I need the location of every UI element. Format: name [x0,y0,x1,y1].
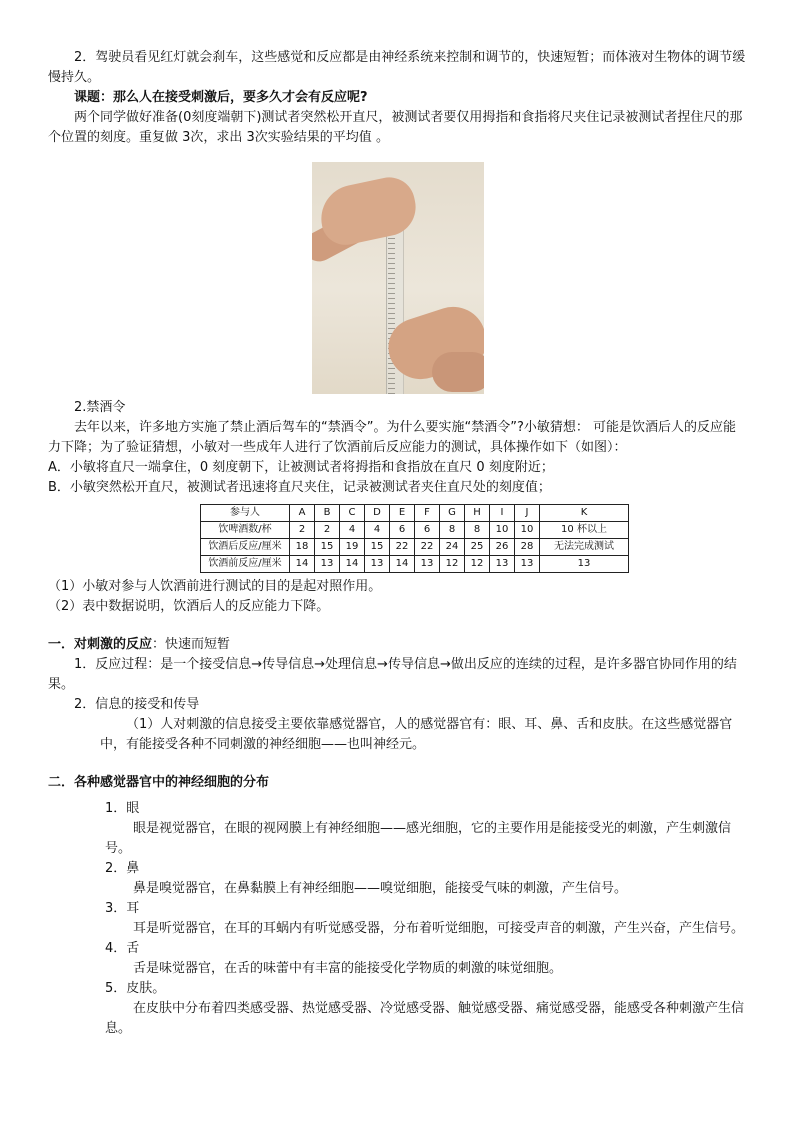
organ-skin-heading: 5．皮肤。 [105,981,166,996]
table-cell: 饮酒后反应/厘米 [201,539,290,556]
table-cell: 28 [515,539,540,556]
table-cell: 2 [290,522,315,539]
table-cell: 无法完成测试 [540,539,629,556]
organ-nose-heading: 2．鼻 [105,861,140,876]
table-cell: 13 [365,556,390,573]
table-cell: 10 杯以上 [540,522,629,539]
table-cell: 19 [340,539,365,556]
table-cell: 6 [415,522,440,539]
page [48,48,748,1039]
table-cell: 26 [490,539,515,556]
table-cell: 12 [465,556,490,573]
section-2-title: 二．各种感觉器官中的神经细胞的分布 [48,775,270,790]
table-cell: 15 [315,539,340,556]
answer-2: （2）表中数据说明，饮酒后人的反应能力下降。 [48,599,330,614]
paragraph-ban: 去年以来，许多地方实施了禁止酒后驾车的“禁酒令”。为什么要实施“禁酒令”?小敏猜想： 可能是饮酒后人的反应能力下降；为了验证猜想，小敏对一些成年人进行了饮酒前后反应能力的测试，具体操作如下（如图）： [48,420,736,455]
lower-hand-wrist [432,352,484,392]
organ-eye-heading: 1．眼 [105,801,140,816]
table-header-cell: 参与人 [201,505,290,522]
table-header-cell: F [415,505,440,522]
upper-hand [315,173,421,250]
table-header-cell: C [340,505,365,522]
table-cell: 13 [490,556,515,573]
table-header-cell: K [540,505,629,522]
table-row [201,522,629,539]
step-b: B．小敏突然松开直尺，被测试者迅速将直尺夹住，记录被测试者夹住直尺处的刻度值； [48,480,551,495]
table-cell: 10 [515,522,540,539]
table-cell: 12 [440,556,465,573]
photo-container [48,162,748,394]
table-cell: 22 [415,539,440,556]
paragraph-ruler-test: 两个同学做好准备(0刻度端朝下)测试者突然松开直尺，被测试者要仅用拇指和食指将尺夹住记录被测试者捏住尺的那个位置的刻度。重复做 3次，求出 3次实验结果的平均值 。 [48,110,743,145]
section-1-suffix: ：快速而短暂 [152,637,231,652]
table-cell: 8 [465,522,490,539]
section-1-title-text: 一．对刺激的反应 [48,637,153,652]
step-a: A．小敏将直尺一端拿住，0 刻度朝下，让被测试者将拇指和食指放在直尺 0 刻度附近； [48,460,554,475]
table-header-cell: E [390,505,415,522]
organ-tongue-body: 舌是味觉器官，在舌的味蕾中有丰富的能接受化学物质的刺激的味觉细胞。 [133,961,563,976]
table-row [201,556,629,573]
table-cell: 6 [390,522,415,539]
table-cell: 18 [290,539,315,556]
table-header-cell: B [315,505,340,522]
table-header-cell: I [490,505,515,522]
table-cell: 14 [390,556,415,573]
table-cell: 13 [540,556,629,573]
table-header-cell: H [465,505,490,522]
organ-ear-body: 耳是听觉器官，在耳的耳蜗内有听觉感受器，分布着听觉细胞，可接受声音的刺激，产生兴奋，产生信号。 [133,921,745,936]
table-cell: 13 [315,556,340,573]
reaction-process: 1．反应过程：是一个接受信息→传导信息→处理信息→传导信息→做出反应的连续的过程，是许多器官协同作用的结果。 [48,657,737,692]
topic-heading: 课题：那么人在接受刺激后，要多久才会有反应呢? [74,90,368,105]
info-reception-heading: 2．信息的接受和传导 [74,697,200,712]
reaction-table [200,504,629,573]
organ-ear-heading: 3．耳 [105,901,140,916]
table-cell: 13 [515,556,540,573]
answer-1: （1）小敏对参与人饮酒前进行测试的目的是起对照作用。 [48,579,382,594]
table-header-cell: J [515,505,540,522]
table-cell: 2 [315,522,340,539]
table-cell: 饮啤酒数/杯 [201,522,290,539]
table-cell: 22 [390,539,415,556]
table-cell: 4 [365,522,390,539]
table-cell: 14 [340,556,365,573]
table-cell: 15 [365,539,390,556]
table-cell: 14 [290,556,315,573]
table-cell: 10 [490,522,515,539]
section-1-title [48,635,748,655]
organ-skin-body: 在皮肤中分布着四类感受器、热觉感受器、冷觉感受器、触觉感受器、痛觉感受器，能感受各种刺激产生信息。 [105,1001,745,1036]
organ-nose-body: 鼻是嗅觉器官，在鼻黏膜上有神经细胞——嗅觉细胞，能接受气味的刺激，产生信号。 [133,881,628,896]
table-cell: 饮酒前反应/厘米 [201,556,290,573]
table-row [201,539,629,556]
table-header-cell: A [290,505,315,522]
table-cell: 25 [465,539,490,556]
paragraph-driver: 2．驾驶员看见红灯就会刹车，这些感觉和反应都是由神经系统来控制和调节的，快速短暂；而体液对生物体的调节缓慢持久。 [48,50,746,85]
organ-eye-body: 眼是视觉器官，在眼的视网膜上有神经细胞——感光细胞，它的主要作用是能接受光的刺激，产生刺激信号。 [105,821,732,856]
table-cell: 4 [340,522,365,539]
organ-tongue-heading: 4．舌 [105,941,140,956]
table-cell: 24 [440,539,465,556]
table-cell: 8 [440,522,465,539]
table-header-row [201,505,629,522]
section-ban-title: 2.禁酒令 [74,400,126,415]
info-reception-body: （1）人对刺激的信息接受主要依靠感觉器官，人的感觉器官有：眼、耳、鼻、舌和皮肤。在这些感觉器官中，有能接受各种不同刺激的神经细胞——也叫神经元。 [100,717,733,752]
table-header-cell: G [440,505,465,522]
table-cell: 13 [415,556,440,573]
ruler-test-photo [312,162,484,394]
table-header-cell: D [365,505,390,522]
